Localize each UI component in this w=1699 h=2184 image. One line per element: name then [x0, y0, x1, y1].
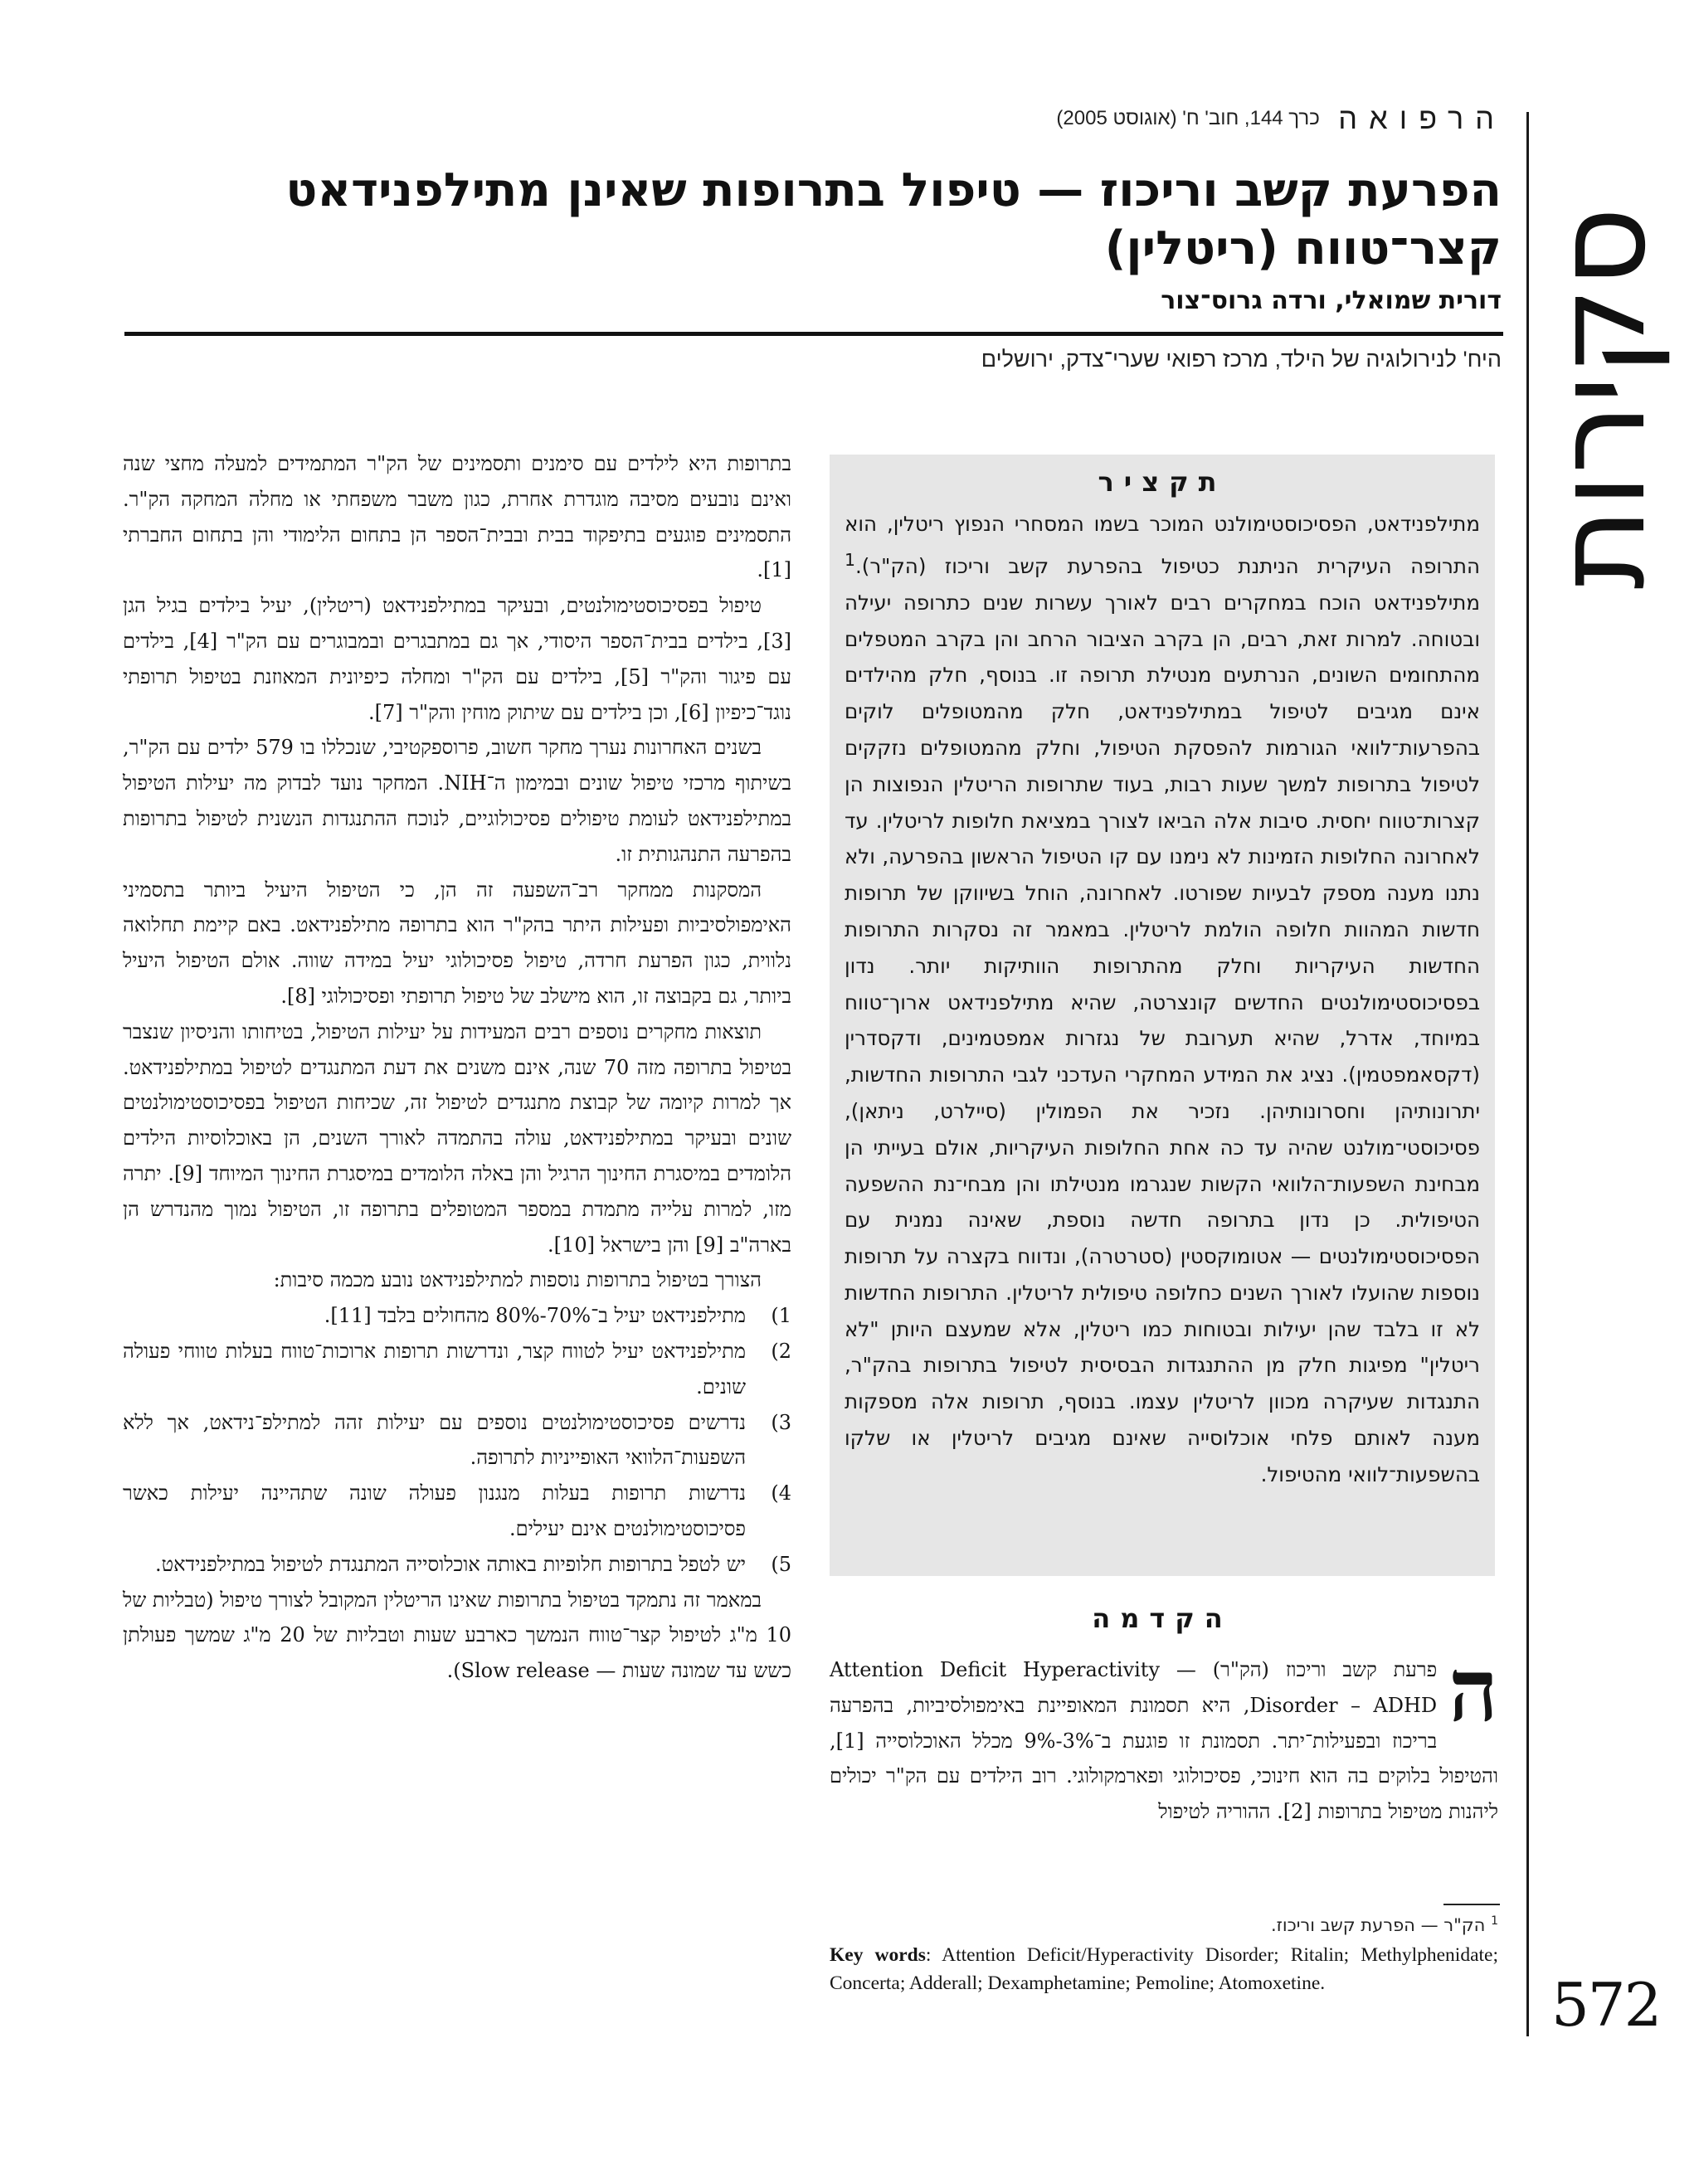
intro-heading: הקדמה [1092, 1603, 1233, 1634]
reasons-list [123, 1298, 791, 1582]
list-item-number: 4) [771, 1481, 791, 1505]
footnote-mark: 1 [1491, 1914, 1498, 1928]
intro-body [830, 1639, 1498, 1830]
section-label [1529, 149, 1673, 647]
keywords-text: : Attention Deficit/Hyperactivity Disorder; Ritalin; Methylphenidate; Concerta; Adderall; Dexamphetamine; Pemoline; Atomoxetine. [830, 1944, 1498, 1994]
list-item-text: נדרשים פסיכוסטימולנטים נוספים עם יעילות זהה למתילפ־נידאט, אך ללא השפעות־הלוואי האופייניות לתרופה. [123, 1410, 746, 1470]
abstract-text-part1: מתילפנידאט, הפסיכוסטימולנט המוכר בשמו המסחרי הנפוץ ריטלין, הוא התרופה העיקרית הניתנת כטיפול בהפרעת קשב וריכוז (הק"ר). [845, 512, 1480, 578]
list-item-number: 1) [771, 1304, 791, 1328]
list-item [123, 1334, 791, 1405]
keywords-label: Key words [830, 1944, 926, 1966]
paragraph: בשנים האחרונות נערך מחקר חשוב, פרוספקטיבי, שנכללו בו 579 ילדים עם הק"ר, בשיתוף מרכזי טיפול שונים ובמימון ה־NIH. המחקר נועד לבדוק מה יעילות הטיפול במתילפנידאט לעומת טיפולים פסיכולוגיים, לנוכח ההתנגדות הנשנית לטיפול בתרופות בהפרעה התנהגותית זו. [123, 736, 792, 866]
page-number: 572 [1551, 1970, 1661, 2040]
section-label-text: סקירות [1529, 207, 1673, 590]
list-item-number: 2) [771, 1339, 791, 1363]
article-authors: דורית שמואלי, ורדה גרוס־צור [1161, 286, 1502, 315]
intro-text: פרעת קשב וריכוז (הק"ר) — Attention Deficit Hyperactivity Disorder – ADHD, היא תסמונת המאופיינת באימפולסיביות, בהפרעה בריכוז ובפעילות־יתר. תסמונת זו פוגעת ב־3%-9% מכלל האוכלוסייה [1], והטיפול בלוקים בה הוא חינוכי, פסיכולוגי ופארמקולוגי. רוב הילדים עם הק"ר יכולים ליהנות מטיפול בתרופות [2]. ההוריה לטיפול [830, 1658, 1498, 1824]
journal-issue: כרך 144, חוב' ח' (אוגוסט 2005) [1056, 107, 1320, 129]
drop-cap: ה [1448, 1639, 1498, 1741]
abstract-box [830, 455, 1495, 1576]
paragraph: טיפול בפסיכוסטימולנטים, ובעיקר במתילפנידאט (ריטלין), יעיל בילדים בגיל הגן [3], בילדים בבית־הספר היסודי, אך גם במתבגרים ובמבוגרים עם הק"ר [4], בילדים עם פיגור והק"ר [5], בילדים עם הק"ר ומחלה כיפיונית המאוזנת בטיפול תרופתי נוגד־כיפיון [6], וכן בילדים עם שיתוק מוחין והק"ר [7]. [123, 594, 791, 724]
article-affiliation: היח' לנירולוגיה של הילד, מרכז רפואי שערי־צדק, ירושלים [981, 347, 1502, 372]
paragraph: תוצאות מחקרים נוספים רבים המעידות על יעילות הטיפול, בטיחותו והניסיון שנצבר בטיפול בתרופה מזה 70 שנה, אינם משנים את דעת המתנגדים לטיפול במתילפנידאט. אך למרות קיומה של קבוצת מתנגדים לטיפול זה, שכיחות הטיפול בפסיכוסטימולנטים שונים ובעיקר במתילפנידאט, עולה בהתמדה לאורך השנים, הן באוכלוסיות הילדים הלומדים במיסגרת החינוך הרגיל והן באלה הלומדים במיסגרת החינוך המיוחד [9]. יתרה מזו, למרות עלייה מתמדת במספר המטופלים בתרופה זו, הטיפול נמוך מהנדרש הן בארה"ב [9] והן בישראל [10]. [123, 1019, 792, 1257]
abstract-footnote-mark: 1 [845, 549, 855, 570]
list-item [123, 1476, 791, 1547]
paragraph: במאמר זה נתמקד בטיפול בתרופות שאינו הריטלין המקובל לצורך טיפול (טבליות של 10 מ"ג לטיפול קצר־טווח הנמשך כארבע שעות וטבליות של 20 מ"ג שמשך פעולתן כשש עד שמונה שעות — Slow release). [123, 1588, 792, 1683]
keywords [830, 1941, 1498, 1997]
footnote [830, 1908, 1498, 1938]
body-column-left [123, 446, 791, 1689]
footnote-text: הק"ר — הפרעת קשב וריכוז. [1270, 1915, 1486, 1935]
list-item-text: מתילפנידאט יעיל ב־70%-80% מהחולים בלבד [11]. [324, 1304, 746, 1328]
list-item-text: נדרשות תרופות בעלות מנגנון פעולה שונה שתהיינה יעילות כאשר פסיכוסטימולנטים אינם יעילים. [123, 1481, 746, 1540]
footnote-divider [1443, 1904, 1500, 1905]
abstract-body [845, 506, 1480, 1493]
list-item-text: מתילפנידאט יעיל לטווח קצר, ונדרשות תרופות ארוכות־טווח בעלות טווחי פעולה שונים. [123, 1339, 746, 1398]
list-item [123, 1405, 791, 1476]
paragraph: הצורך בטיפול בתרופות נוספות למתילפנידאט נובע מכמה סיבות: [273, 1268, 762, 1292]
abstract-heading: תקציר [1098, 466, 1227, 498]
abstract-text-part2: מתילפנידאט הוכח במחקרים רבים לאורך עשרות שנים כתרופה יעילה ובטוחה. למרות זאת, רבים, הן בקרב הציבור הרחב והן בקרב המטפלים מהתחומים השונים, הנרתעים מנטילת תרופה זו. בנוסף, חלק מהילדים אינם מגיבים לטיפול במתילפנידאט, חלק מהמטופלים לוקים בהפרעות־לוואי הגורמות להפסקת הטיפול, וחלק מהמטופלים נזקקים לטיפול בתרופות למשך שעות רבות, בעוד שתרופות הריטלין הנפוצות הן קצרות־טווח יחסית. סיבות אלה הביאו לצורך במציאת חלופות לריטלין. עד לאחרונה החלופות הזמינות לא נימנו עם קו הטיפול הראשון בהפרעה, ולא נתנו מענה מספק לבעיות שפורטו. לאחרונה, הוחל בשיווקן של תרופות חדשות המהוות חלופה הולמת לריטלין. במאמר זה נסקרות התרופות החדשות העיקריות וחלק מהתרופות הוותיקות יותר. נדון בפסיכוסטימולנטים החדשים קונצרטה, שהיא מתילפנידאט ארוך־טווח במיוחד, אדרל, שהיא תערובת של נגזרות אמפטמינים, ודקסדרין (דקסאמפטמין). נציג את המידע המחקרי העדכני לגבי התרופות החדשות, יתרונותיהן וחסרונותיהן. נזכיר את הפמולין (סיילרט, ניתאן), פסיכוסטי־מולנט שהיה עד כה אחת החלופות העיקריות, אולם בעייתי הן מבחינת השפעות־הלוואי הקשות שנגרמו מנטילתו והן מבחי־נת ההשפעה הטיפולית. כן נדון בתרופה חדשה נוספת, שאינה נמנית עם הפסיכוסטימולנטים — אטומוקסטין (סטרטרה), ונדווח בקצרה על תרופות נוספות שהועלו לאורך השנים כחלופה טיפולית לריטלין. התרופות החדשות לא זו בלבד שהן יעילות ובטוחות כמו ריטלין, אלא שמעצם היותן "לא ריטלין" מפיגות חלק מן ההתנגדות הבסיסית לטיפול בתרופות בהק"ר, התנגדות שעיקרה מכוון לריטלין עצמו. בנוסף, תרופות אלה מספקות מענה לאותם פלחי אוכלוסייה שאינם מגיבים לריטלין או שלקו בהשפעות־לוואי מהטיפול. [845, 590, 1480, 1486]
paragraph: בתרופות היא לילדים עם סימנים ותסמינים של הק"ר המתמידים למעלה מחצי שנה ואינם נובעים מסיבה מוגדרת אחרת, כגון משבר משפחתי או מחלה המחקה הק"ר. התסמינים פוגעים בתיפקוד בבית ובבית־הספר הן בתחום הלימודי והן בתחום החברתי [1]. [123, 452, 792, 582]
article-title: הפרעת קשב וריכוז — טיפול בתרופות שאינן מתילפנידאט קצר־טווח (ריטלין) [285, 163, 1502, 275]
list-item-number: 5) [771, 1552, 791, 1576]
list-item-text: יש לטפל בתרופות חלופיות באותה אוכלוסייה המתנגדת לטיפול במתילפנידאט. [155, 1552, 746, 1576]
list-item-number: 3) [771, 1410, 791, 1434]
journal-name: הרפואה [1338, 101, 1506, 135]
running-header [942, 101, 1506, 134]
title-divider [124, 332, 1503, 336]
list-item [123, 1298, 791, 1334]
paragraph: המסקנות ממחקר רב־השפעה זה הן, כי הטיפול היעיל ביותר בתסמיני האימפולסיביות ופעילות היתר בהק"ר הוא בתרופה מתילפנידאט. באם קיימת תחלואה נלווית, כגון הפרעת חרדה, טיפול פסיכולוגי יעיל במידה שווה. אולם הטיפול היעיל ביותר, גם בקבוצה זו, הוא מישלב של טיפול תרופתי ופסיכולוגי [8]. [123, 878, 791, 1008]
list-item [123, 1547, 791, 1583]
